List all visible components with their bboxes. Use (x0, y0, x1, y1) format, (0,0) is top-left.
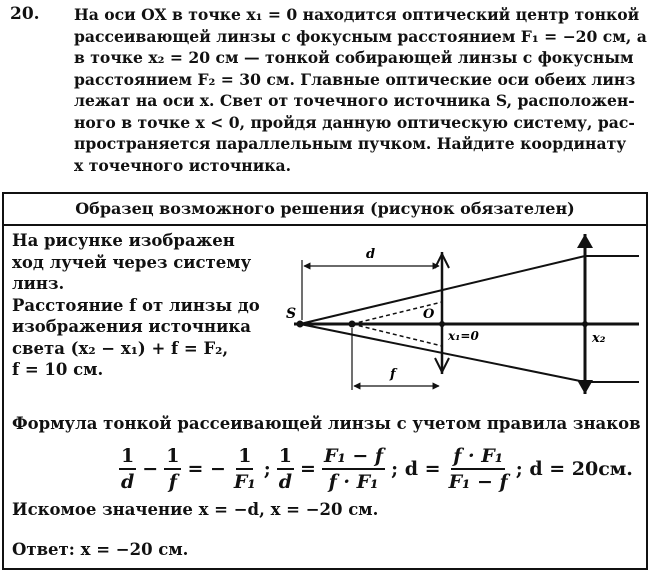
problem-text (74, 4, 646, 176)
x2-label: x₂ (592, 331, 606, 346)
explanation-line: линз. (12, 274, 65, 293)
source-point (297, 321, 304, 328)
operator: − (142, 458, 159, 480)
denominator: f · F₁ (328, 471, 379, 493)
lens-center-point (439, 321, 445, 327)
explanation-line: На рисунке изображен (12, 231, 235, 250)
fraction (447, 445, 510, 493)
fraction (164, 445, 181, 493)
explanation-line: света (x₂ − x₁) + f = F₂, (12, 338, 229, 358)
fraction (277, 445, 294, 493)
separator: ; (263, 458, 271, 480)
problem-statement (10, 4, 646, 176)
problem-line: в точке x₂ = 20 см — тонкой собирающей линзы с фокусным (74, 48, 634, 67)
denominator: F₁ − f (448, 471, 508, 493)
denominator: d (278, 471, 293, 493)
denominator: F₁ (233, 471, 256, 493)
converging-lens-top-arrow (577, 234, 593, 248)
explanation-line: ход лучей через систему (12, 252, 252, 272)
formula-title: Формула тонкой рассеивающей линзы с учетом правила знаков (12, 414, 641, 433)
problem-line: ного в точке x < 0, пройдя данную оптическую систему, рас- (74, 112, 635, 132)
x1-label: x₁=0 (448, 329, 479, 343)
fraction (322, 445, 385, 493)
virtual-ray (352, 324, 442, 346)
solution-box (2, 192, 648, 570)
denominator: f (168, 471, 177, 493)
operator: = (300, 458, 316, 480)
result-line: Искомое значение x = −d, x = −20 см. (12, 500, 379, 519)
numerator: 1 (164, 445, 181, 470)
operator: = − (187, 458, 226, 480)
problem-line: На оси OX в точке x₁ = 0 находится оптический центр тонкой (74, 5, 640, 24)
numerator: f · F₁ (451, 445, 505, 470)
solution-explanation (12, 230, 272, 381)
explanation-line: изображения источника (12, 317, 251, 336)
problem-line: лежат на оси x. Свет от точечного источника S, расположен- (74, 91, 635, 110)
problem-line: рассеивающей линзы с фокусным расстоянием F₁ = −20 см, а (74, 26, 647, 46)
numerator: 1 (277, 445, 294, 470)
fraction (119, 445, 136, 493)
denominator: d (121, 471, 135, 493)
source-label: S (286, 306, 297, 322)
answer-line: Ответ: x = −20 см. (12, 540, 189, 559)
f-label: f (390, 367, 396, 382)
explanation-line: Расстояние f от линзы до (12, 295, 260, 315)
result: ; d = 20см. (515, 458, 633, 480)
lens-formula (116, 440, 636, 498)
lens2-center-point (582, 321, 588, 327)
image-point (349, 321, 356, 328)
d-label: d (366, 247, 376, 262)
fraction (232, 445, 258, 493)
problem-line: пространяется параллельным пучком. Найдите координату (74, 134, 627, 153)
solution-title: Образец возможного решения (рисунок обязателен) (4, 194, 646, 226)
origin-label: O (423, 307, 435, 322)
separator: ; d = (391, 458, 441, 480)
numerator: F₁ − f (322, 445, 385, 470)
ray-diagram (274, 232, 644, 402)
problem-line: расстоянием F₂ = 30 см. Главные оптические оси обеих линз (74, 69, 636, 89)
problem-number: 20. (10, 4, 40, 24)
numerator: 1 (119, 445, 136, 470)
explanation-line: f = 10 см. (12, 360, 104, 379)
problem-line: x точечного источника. (74, 155, 292, 175)
numerator: 1 (236, 445, 253, 470)
